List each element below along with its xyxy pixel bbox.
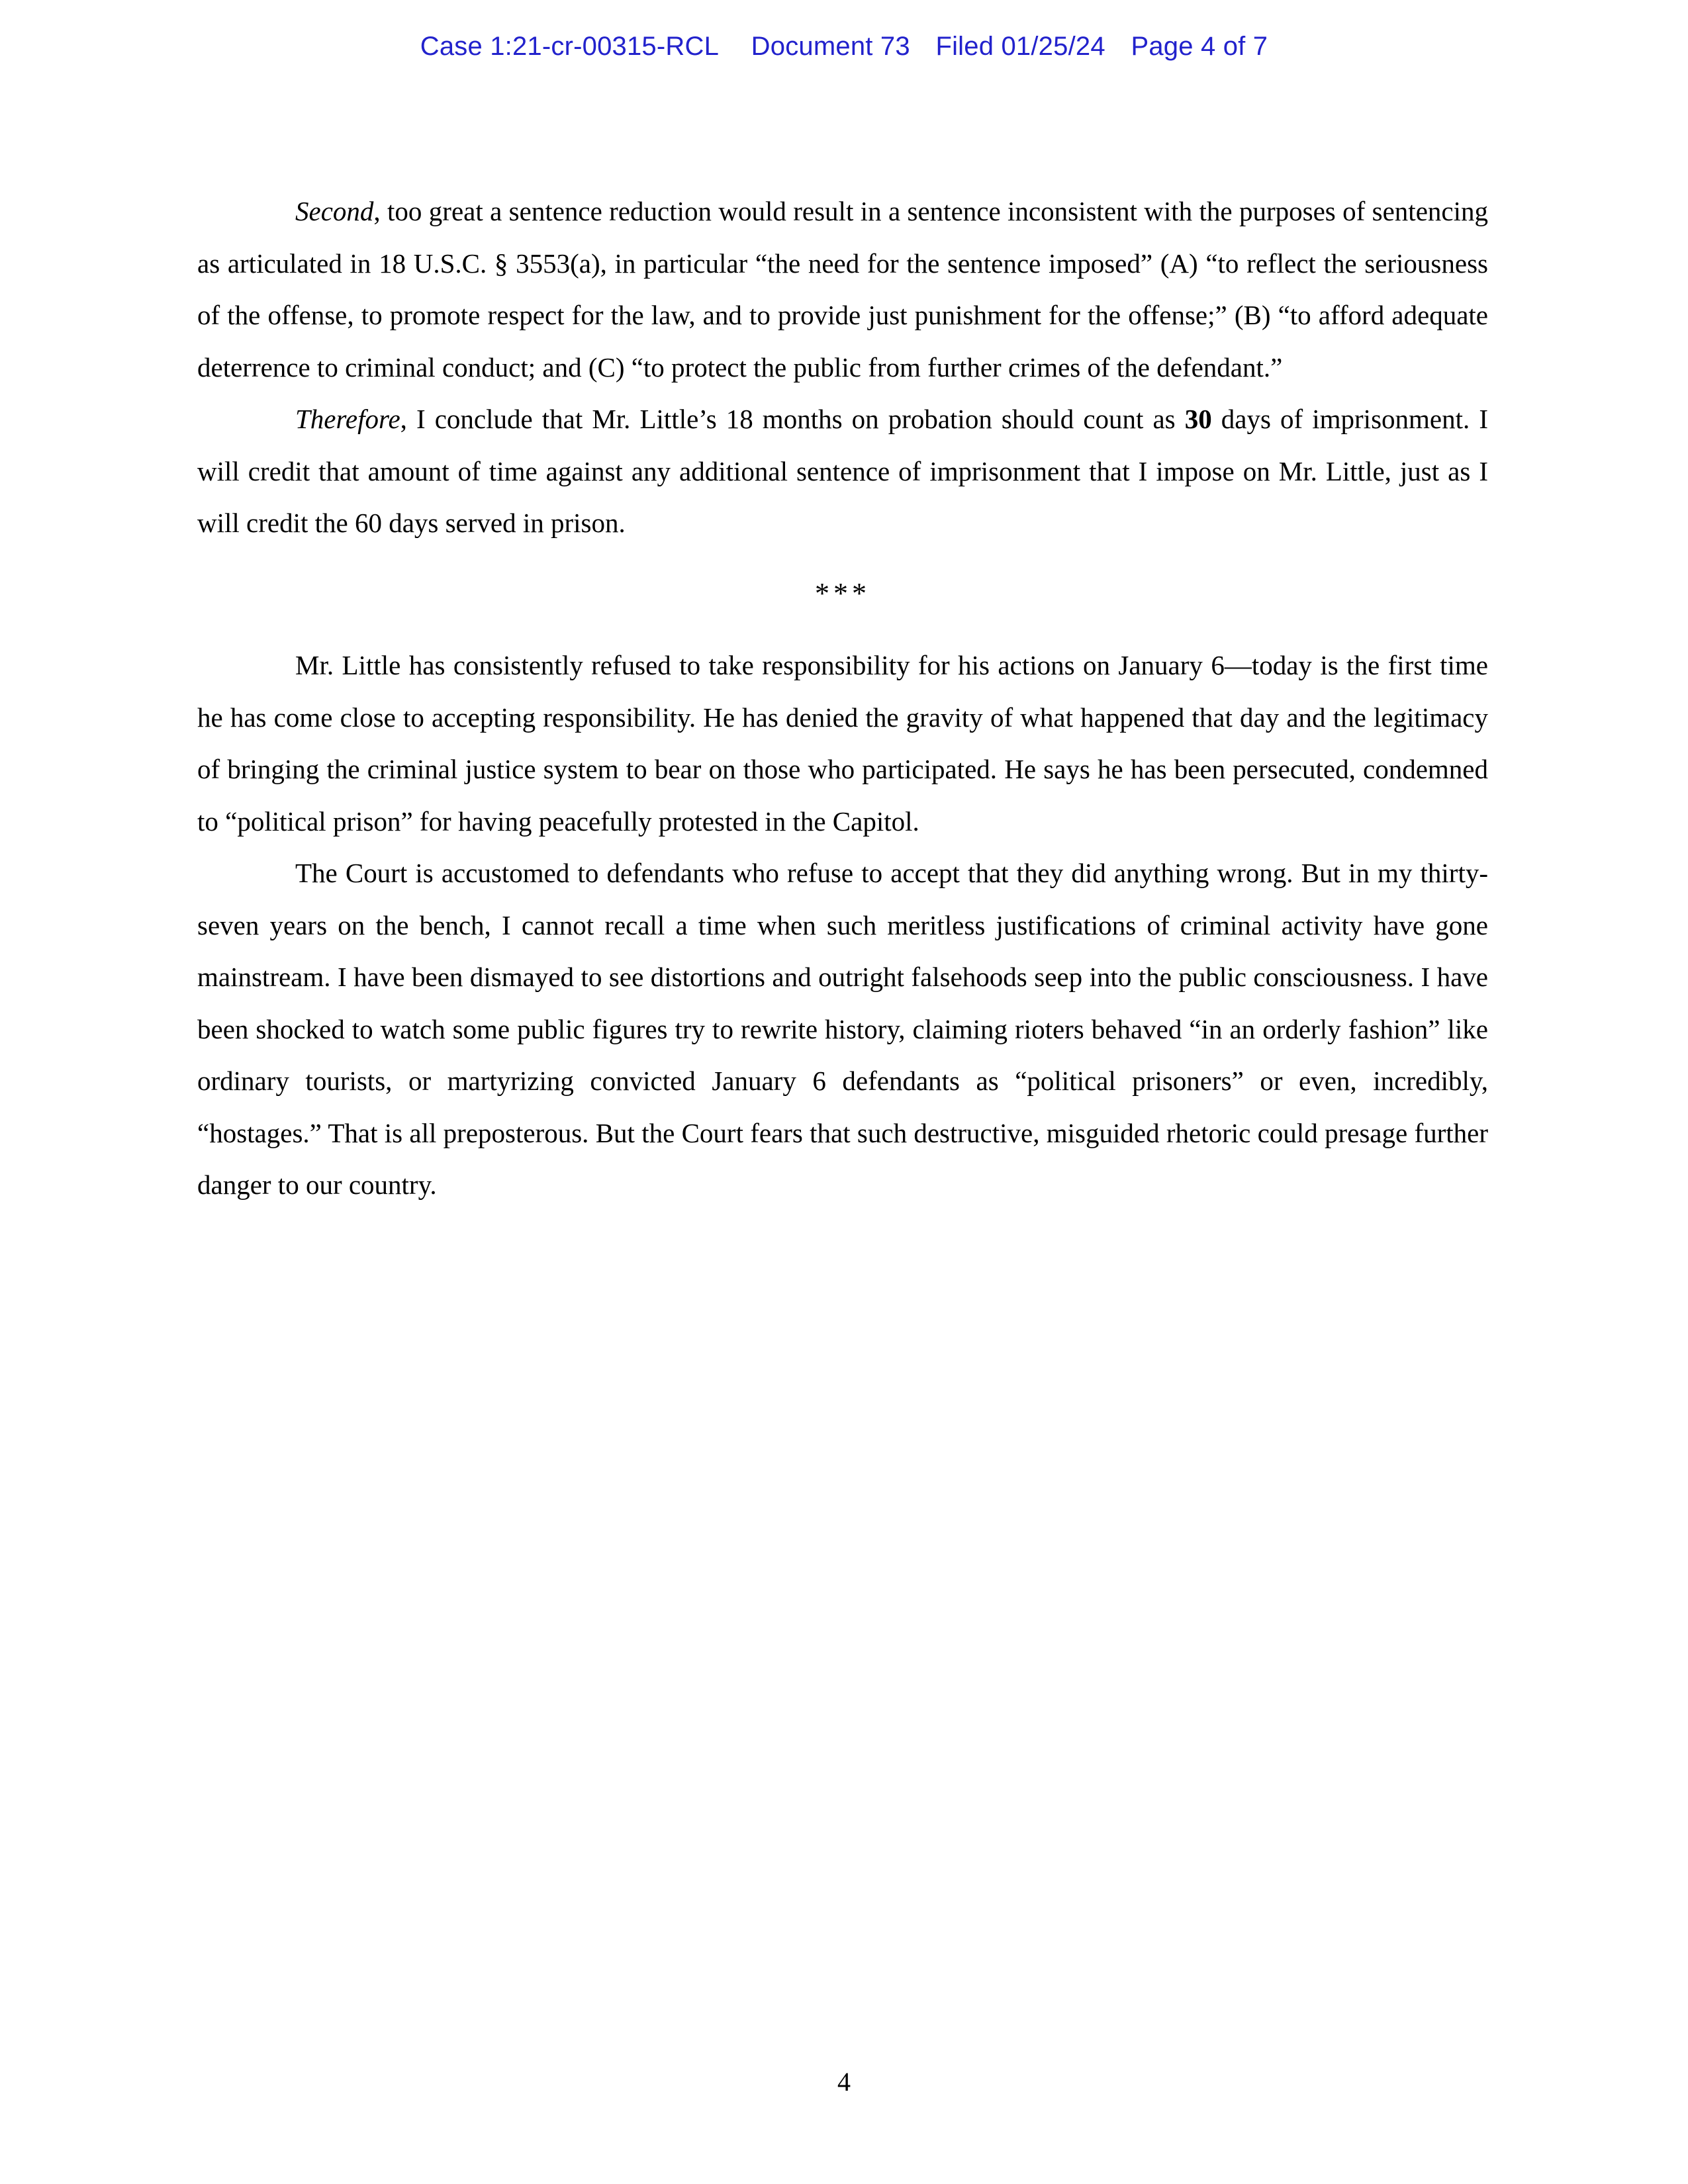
- paragraph-second-text: , too great a sentence reduction would result in a sentence inconsistent with the purposes of sentencing as articulated in 18 U.S.C. § 3553(a), in particular “the need for the sentence imposed” (A) “to reflect the seriousness of the offense, to promote respect for the law, and to provide just punishment for the offense;” (B) “to afford adequate deterrence to criminal conduct; and (C) “to protect the public from further crimes of the defendant.”: [197, 196, 1488, 383]
- paragraph-therefore: [197, 393, 1488, 549]
- page-number-footer: 4: [837, 2067, 851, 2097]
- spacer: [726, 32, 743, 62]
- section-separator: ***: [815, 576, 870, 610]
- ecf-page-label: Page 4 of 7: [1131, 32, 1268, 61]
- lead-italic-second: Second: [295, 196, 374, 226]
- paragraph-therefore-text-before: , I conclude that Mr. Little’s 18 months on probation should count as: [400, 404, 1185, 434]
- ecf-case-number: Case 1:21-cr-00315-RCL: [420, 32, 720, 61]
- lead-italic-therefore: Therefore: [295, 404, 400, 434]
- ecf-header-stamp: [0, 32, 1688, 62]
- ecf-filed-date: Filed 01/25/24: [935, 32, 1105, 61]
- spacer: [917, 32, 928, 62]
- paragraph-second: [197, 185, 1488, 393]
- spacer: [1113, 32, 1123, 62]
- paragraph-responsibility: Mr. Little has consistently refused to take responsibility for his actions on January 6—today is the first time he has come close to accepting responsibility. He has denied the gravity of what happened that day and the legitimacy of bringing the criminal justice system to bear on those who participated. He says he has been persecuted, condemned to “political prison” for having peacefully protested in the Capitol.: [197, 650, 1488, 837]
- document-body: [197, 185, 1488, 1211]
- paragraph-therefore-text-after: days of imprisonment. I will credit that amount of time against any additional sentence of imprisonment that I impose on Mr. Little, just as I will credit the 60 days served in prison.: [197, 404, 1488, 538]
- ecf-document-number: Document 73: [751, 32, 910, 61]
- paragraph-therefore-bold-days: 30: [1184, 404, 1212, 434]
- paragraph-court-accustomed: The Court is accustomed to defendants who refuse to accept that they did anything wrong. But in my thirty-seven years on the bench, I cannot recall a time when such meritless justifications of criminal activity have gone mainstream. I have been dismayed to see distortions and outright falsehoods seep into the public consciousness. I have been shocked to watch some public figures try to rewrite history, claiming rioters behaved “in an orderly fashion” like ordinary tourists, or martyrizing convicted January 6 defendants as “political prisoners” or even, incredibly, “hostages.” That is all preposterous. But the Court fears that such destructive, misguided rhetoric could presage further danger to our country.: [197, 858, 1488, 1200]
